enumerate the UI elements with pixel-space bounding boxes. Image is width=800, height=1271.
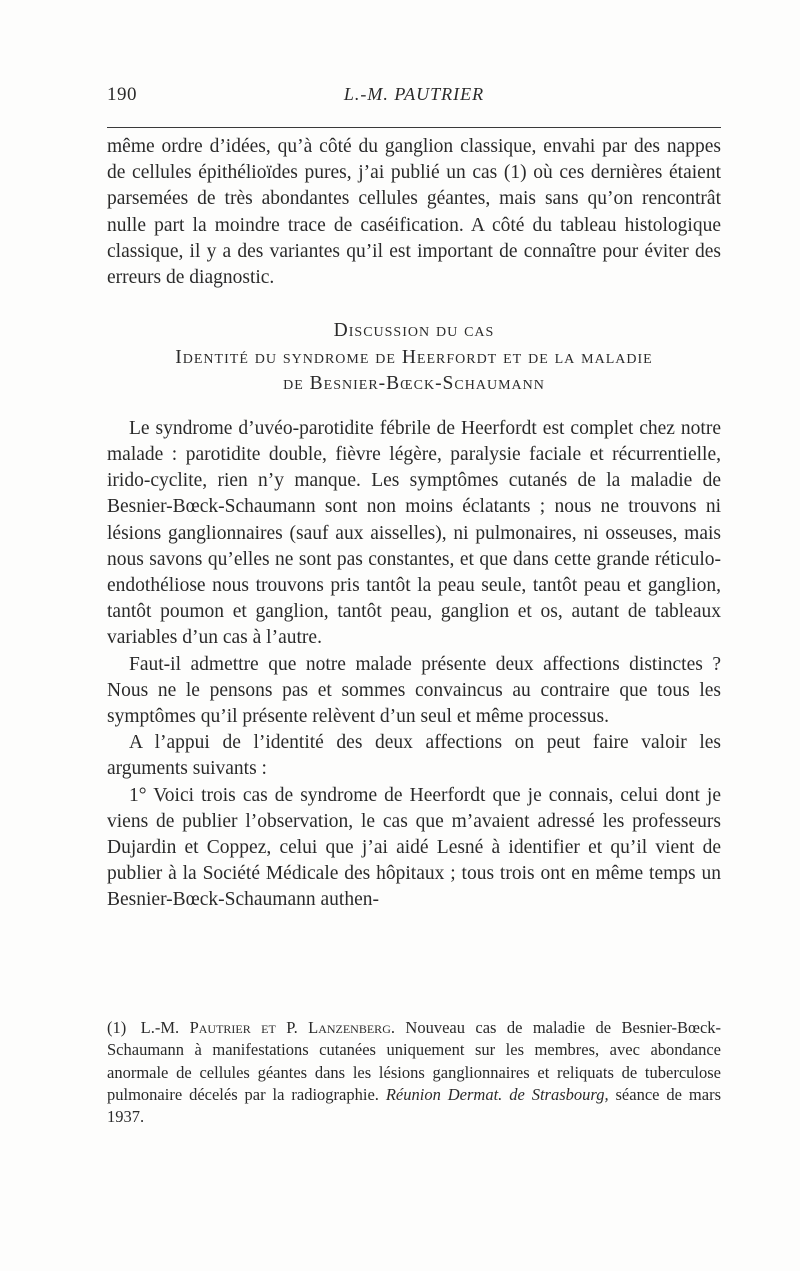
paragraph-1: même ordre d’idées, qu’à côté du ganglion classique, envahi par des nappes de cellules épithélioïdes pures, j’ai publié un cas (1) où ces dernières étaient parsemées de très abondantes cellules géantes, mais sans qu’on rencontrât nulle part la moindre trace de caséification. A côté du tableau histologique classique, il y a des variantes qu’il est important de connaître pour éviter des erreurs de diagnostic. xyxy=(107,136,721,289)
page-number: 190 xyxy=(107,84,137,105)
footnote-date: séance de mars 1937. xyxy=(107,1084,721,1127)
section-heading-identity: Identité du syndrome de Heerfordt et de la maladie xyxy=(175,346,653,368)
footnote-text: Nouveau cas de maladie de Besnier-Bœck-Schaumann à manifestations cutanées uniquement sur les membres, avec abondance anormale de cellules géantes dans les lésions ganglionnaires et reliquats de tuberculose pulmonaire décelés par la radiographie. xyxy=(107,1018,722,1104)
paragraph-2: Le syndrome d’uvéo-parotidite fébrile de Heerfordt est complet chez notre malade : parotidite double, fièvre légère, paralysie faciale et récurrentielle, irido-cyclite, rien n’y manque. Les symptômes cutanés de la maladie de Besnier-Bœck-Schaumann sont non moins éclatants ; nous ne trouvons ni lésions ganglionnaires (sauf aux aisselles), ni pulmonaires, ni osseuses, mais nous savons qu’elles ne sont pas constantes, et que dans cette grande réticulo-endothéliose nous trouvons pris tantôt la peau seule, tantôt peau et ganglion, tantôt poumon et ganglion, tantôt peau, ganglion et os, autant de tableaux variables d’un cas à l’autre. xyxy=(107,417,721,649)
paragraph-5: 1° Voici trois cas de syndrome de Heerfordt que je connais, celui dont je viens de publier l’observation, le cas que m’avaient adressé les professeurs Dujardin et Coppez, celui que j’ai aidé Lesné à identifier et qu’il vient de publier à la Société Médicale des hôpitaux ; tous trois ont en même temps un Besnier-Bœck-Schaumann authen- xyxy=(107,784,721,911)
footnotes xyxy=(107,1017,721,1128)
footnote-1 xyxy=(107,1017,721,1128)
body-text xyxy=(107,134,721,914)
header-rule xyxy=(107,127,721,128)
footnote-source: Réunion Dermat. de Strasbourg, xyxy=(385,1084,609,1104)
footnote-authors: L.-M. Pautrier et P. Lanzenberg. xyxy=(140,1018,395,1037)
section-heading-discussion: Discussion du cas xyxy=(333,320,495,342)
paragraph-3: Faut-il admettre que notre malade présente deux affections distinctes ? Nous ne le pensons pas et sommes convaincus au contraire que tous les symptômes qu’il présente relèvent d’un seul et même processus. xyxy=(107,653,721,727)
footnote-marker: (1) xyxy=(107,1018,127,1037)
paragraph-4: A l’appui de l’identité des deux affections on peut faire valoir les arguments suivants : xyxy=(107,732,721,780)
section-heading-identity-cont: de Besnier-Bœck-Schaumann xyxy=(283,373,545,395)
running-title: L.-M. PAUTRIER xyxy=(343,84,485,104)
section-heading-block xyxy=(107,318,721,398)
running-head xyxy=(107,84,721,114)
